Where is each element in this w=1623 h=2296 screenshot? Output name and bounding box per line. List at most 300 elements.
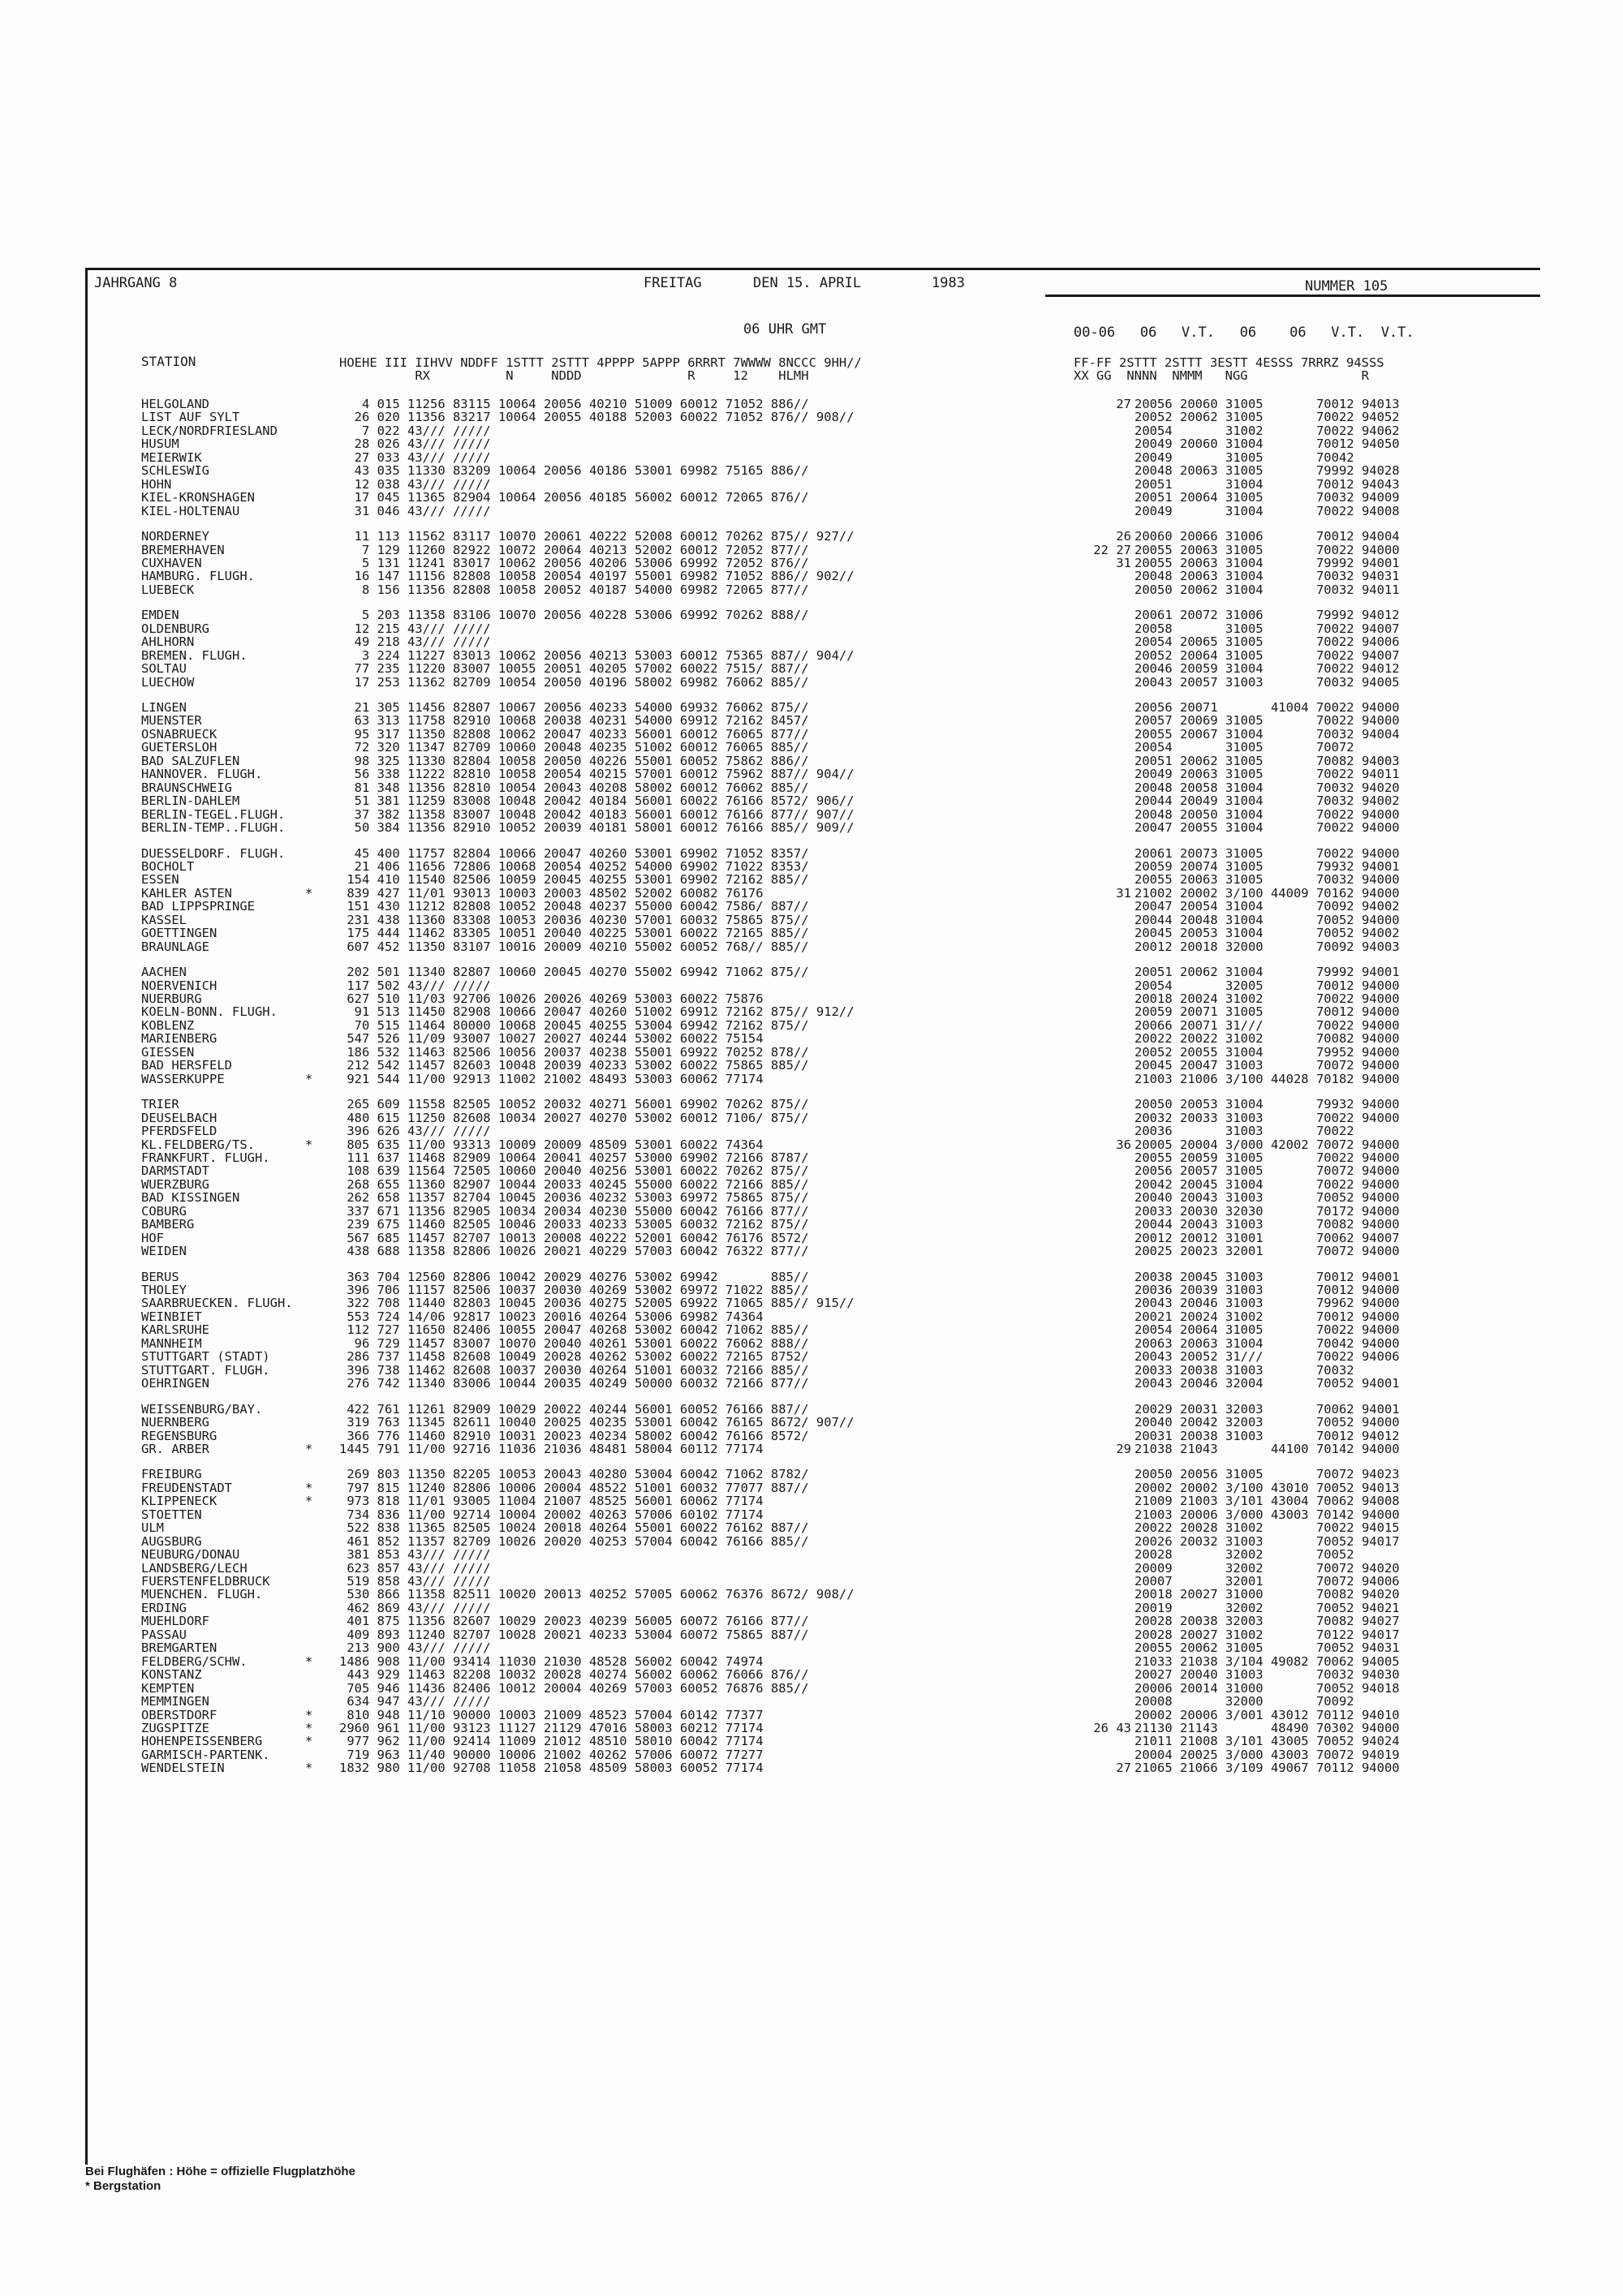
station-name: KARLSRUHE bbox=[141, 1322, 209, 1338]
station-row bbox=[88, 1032, 1540, 1045]
station-row bbox=[88, 583, 1540, 596]
synop-observation-codes: 112 727 11650 82406 10055 20047 40268 53002 60042 71062 885// bbox=[339, 1322, 809, 1338]
daily-summary-codes: 20025 20023 32001 70072 94000 bbox=[1134, 1244, 1400, 1259]
daily-summary-codes: 20043 20052 31/// 70022 94006 bbox=[1134, 1349, 1400, 1365]
daily-summary-codes: 20052 20064 31005 70022 94007 bbox=[1134, 647, 1400, 663]
daily-summary-codes: 20049 31004 70022 94008 bbox=[1134, 503, 1400, 518]
daily-summary-codes: 20032 20033 31003 70022 94000 bbox=[1134, 1110, 1400, 1125]
code-column-subheader: RX N NDDD R 12 HLMH bbox=[339, 368, 809, 383]
issue-number: NUMMER 105 bbox=[1305, 278, 1388, 295]
station-row bbox=[88, 1151, 1540, 1164]
synop-observation-codes: 2960 961 11/00 93123 11127 21129 47016 58003 60212 77174 bbox=[339, 1720, 764, 1735]
station-name: HAMBURG. FLUGH. bbox=[141, 569, 255, 584]
station-row bbox=[88, 1005, 1540, 1018]
daily-summary-codes: 20022 20028 31002 70022 94015 bbox=[1134, 1520, 1400, 1536]
daily-summary-codes: 20059 20071 31005 70012 94000 bbox=[1134, 1004, 1400, 1020]
station-name: GARMISCH-PARTENK. bbox=[141, 1747, 270, 1762]
synop-observation-codes: 186 532 11463 82506 10056 20037 40238 55001 69922 70252 878// bbox=[339, 1044, 809, 1060]
daily-summary-codes: 20045 20047 31003 70072 94000 bbox=[1134, 1058, 1400, 1073]
station-row bbox=[88, 1111, 1540, 1124]
gust-wind-codes: 26 43 bbox=[1093, 1720, 1131, 1735]
gust-wind-codes: 22 27 bbox=[1093, 542, 1131, 557]
synop-observation-codes: 111 637 11468 82909 10064 20041 40257 53000 69902 72166 8787/ bbox=[339, 1150, 809, 1165]
daily-summary-codes: 20050 20056 31005 70072 94023 bbox=[1134, 1467, 1400, 1482]
daily-summary-codes: 20049 20063 31005 70022 94011 bbox=[1134, 767, 1400, 782]
daily-summary-codes: 20043 20046 31003 79962 94000 bbox=[1134, 1296, 1400, 1311]
observation-time: 06 UHR GMT bbox=[743, 321, 827, 338]
station-row bbox=[88, 622, 1540, 635]
synop-observation-codes: 519 858 43/// ///// bbox=[339, 1574, 491, 1589]
station-name: PASSAU bbox=[141, 1627, 187, 1642]
station-name: MANNHEIM bbox=[141, 1335, 202, 1351]
footnote-airports: Bei Flughäfen : Höhe = offizielle Flugplatzhöhe bbox=[85, 2165, 355, 2178]
station-row bbox=[88, 1430, 1540, 1443]
station-name: SCHLESWIG bbox=[141, 463, 209, 479]
station-name: GUETERSLOH bbox=[141, 740, 217, 755]
daily-summary-codes: 20047 20054 31004 70092 94002 bbox=[1134, 899, 1400, 914]
gust-wind-codes: 27 bbox=[1116, 397, 1131, 411]
station-row bbox=[88, 1521, 1540, 1534]
station-row bbox=[88, 1232, 1540, 1245]
station-name: HUSUM bbox=[141, 436, 179, 452]
station-name: KONSTANZ bbox=[141, 1667, 202, 1683]
date-label: DEN 15. APRIL bbox=[753, 275, 862, 291]
station-row bbox=[88, 491, 1540, 504]
station-name: STUTTGART (STADT) bbox=[141, 1349, 270, 1365]
synop-observation-codes: 11 113 11562 83117 10070 20061 40222 52008 60012 70262 875// 927// bbox=[339, 529, 855, 544]
station-row bbox=[88, 464, 1540, 477]
synop-observation-codes: 28 026 43/// ///// bbox=[339, 436, 491, 452]
station-name: KASSEL bbox=[141, 912, 187, 927]
synop-observation-codes: 26 020 11356 83217 10064 20055 40188 52003 60022 71052 876// 908// bbox=[339, 410, 855, 425]
right-header-line3: XX GG NNNN NMMM NGG R bbox=[1074, 368, 1369, 383]
code-column-header: HOEHE III IIHVV NDDFF 1STTT 2STTT 4PPPP 5APPP 6RRRT 7WWWW 8NCCC 9HH// bbox=[339, 355, 862, 370]
synop-observation-codes: 202 501 11340 82807 10060 20045 40270 55002 69942 71062 875// bbox=[339, 965, 809, 980]
station-row bbox=[88, 1377, 1540, 1390]
station-row bbox=[88, 635, 1540, 648]
year-label: 1983 bbox=[932, 275, 965, 291]
station-column-header: STATION bbox=[141, 354, 196, 369]
station-name: BAD KISSINGEN bbox=[141, 1190, 240, 1206]
station-row bbox=[88, 1761, 1540, 1774]
station-row bbox=[88, 1350, 1540, 1363]
synop-observation-codes: 117 502 43/// ///// bbox=[339, 978, 491, 993]
synop-observation-codes: 443 929 11463 82208 10032 20028 40274 56002 60062 76066 876// bbox=[339, 1667, 809, 1683]
mountain-station-marker: * bbox=[305, 1494, 313, 1509]
station-row bbox=[88, 900, 1540, 913]
station-name: NUERNBERG bbox=[141, 1415, 209, 1430]
station-row bbox=[88, 1695, 1540, 1708]
synop-observation-codes: 366 776 11460 82910 10031 20023 40234 58002 60042 76166 8572/ bbox=[339, 1428, 809, 1443]
daily-summary-codes: 20012 20018 32000 70092 94003 bbox=[1134, 939, 1400, 954]
station-name: GR. ARBER bbox=[141, 1441, 209, 1456]
synop-observation-codes: 3 224 11227 83013 10062 20056 40213 53003 60012 75365 887// 904// bbox=[339, 647, 855, 663]
daily-summary-codes: 20008 32000 70092 bbox=[1134, 1694, 1354, 1709]
station-row bbox=[88, 1535, 1540, 1548]
daily-summary-codes: 20054 31002 70022 94062 bbox=[1134, 423, 1400, 438]
station-row bbox=[88, 1416, 1540, 1429]
station-name: CUXHAVEN bbox=[141, 555, 202, 570]
synop-observation-codes: 623 857 43/// ///// bbox=[339, 1560, 491, 1576]
synop-observation-codes: 5 131 11241 83017 10062 20056 40206 53006 69992 72052 876// bbox=[339, 555, 809, 570]
station-name: SOLTAU bbox=[141, 661, 187, 677]
synop-observation-codes: 56 338 11222 82810 10058 20054 40215 57001 60012 75962 887// 904// bbox=[339, 767, 855, 782]
synop-observation-codes: 409 893 11240 82707 10028 20021 40233 53004 60072 75865 887// bbox=[339, 1627, 809, 1642]
station-row bbox=[88, 1296, 1540, 1309]
synop-observation-codes: 98 325 11330 82804 10058 20050 40226 55001 60052 75862 886// bbox=[339, 753, 809, 768]
synop-observation-codes: 627 510 11/03 92706 10026 20026 40269 53003 60022 75876 bbox=[339, 991, 764, 1006]
daily-summary-codes: 20051 20062 31004 79992 94001 bbox=[1134, 965, 1400, 980]
station-name: AACHEN bbox=[141, 965, 187, 980]
daily-summary-codes: 21065 21066 3/109 49067 70112 94000 bbox=[1134, 1761, 1400, 1776]
station-row bbox=[88, 1019, 1540, 1032]
station-row bbox=[88, 1508, 1540, 1521]
synop-observation-codes: 921 544 11/00 92913 11002 21002 48493 53003 60062 77174 bbox=[339, 1071, 764, 1086]
synop-observation-codes: 530 866 11358 82511 10020 20013 40252 57005 60062 76376 8672/ 908// bbox=[339, 1587, 855, 1602]
station-row bbox=[88, 1588, 1540, 1601]
station-name: WUERZBURG bbox=[141, 1176, 209, 1192]
synop-observation-codes: 63 313 11758 82910 10068 20038 40231 54000 69912 72162 8457/ bbox=[339, 713, 809, 729]
station-row bbox=[88, 1310, 1540, 1323]
station-row bbox=[88, 1323, 1540, 1336]
synop-observation-codes: 43 035 11330 83209 10064 20056 40186 53001 69982 75165 886// bbox=[339, 463, 809, 479]
station-row bbox=[88, 1722, 1540, 1735]
station-name: BRAUNLAGE bbox=[141, 939, 209, 954]
station-name: FREUDENSTADT bbox=[141, 1480, 232, 1495]
station-name: NORDERNEY bbox=[141, 529, 209, 544]
gust-wind-codes: 31 bbox=[1116, 555, 1131, 570]
daily-summary-codes: 21003 21006 3/100 44028 70182 94000 bbox=[1134, 1071, 1400, 1086]
station-name: FREIBURG bbox=[141, 1467, 202, 1482]
station-row bbox=[88, 821, 1540, 834]
station-name: KLIPPENECK bbox=[141, 1494, 217, 1509]
station-name: NOERVENICH bbox=[141, 978, 217, 993]
station-name: NUERBURG bbox=[141, 991, 202, 1006]
station-name: WASSERKUPPE bbox=[141, 1071, 225, 1086]
station-row bbox=[88, 1138, 1540, 1151]
station-name: KIEL-KRONSHAGEN bbox=[141, 490, 255, 505]
synop-observation-codes: 1445 791 11/00 92716 11036 21036 48481 58004 60112 77174 bbox=[339, 1441, 764, 1456]
daily-summary-codes: 20051 20064 31005 70032 94009 bbox=[1134, 490, 1400, 505]
station-row bbox=[88, 530, 1540, 543]
synop-observation-codes: 37 382 11358 83007 10048 20042 40183 56001 60012 76166 877// 907// bbox=[339, 806, 855, 822]
station-name: KOBLENZ bbox=[141, 1017, 195, 1033]
mountain-station-marker: * bbox=[305, 1734, 313, 1749]
station-name: TRIER bbox=[141, 1097, 179, 1112]
daily-summary-codes: 20006 20014 31000 70052 94018 bbox=[1134, 1680, 1400, 1696]
station-row bbox=[88, 570, 1540, 583]
synop-observation-codes: 322 708 11440 82803 10045 20036 40275 52005 69922 71065 885// 915// bbox=[339, 1296, 855, 1311]
daily-summary-codes: 20050 20062 31004 70032 94011 bbox=[1134, 582, 1400, 597]
station-row bbox=[88, 1668, 1540, 1681]
station-name: DUESSELDORF. FLUGH. bbox=[141, 845, 286, 861]
mountain-station-marker: * bbox=[305, 1071, 313, 1086]
mountain-station-marker: * bbox=[305, 1441, 313, 1456]
station-row bbox=[88, 1494, 1540, 1507]
daily-summary-codes: 20059 20074 31005 79932 94001 bbox=[1134, 858, 1400, 874]
synop-observation-codes: 480 615 11250 82608 10034 20027 40270 53002 60012 7106/ 875// bbox=[339, 1110, 809, 1125]
daily-summary-codes: 20055 20067 31004 70032 94004 bbox=[1134, 726, 1400, 742]
synop-observation-codes: 51 381 11259 83008 10048 20042 40184 56001 60022 76166 8572/ 906// bbox=[339, 793, 855, 809]
station-row bbox=[88, 860, 1540, 873]
daily-summary-codes: 20049 31005 70042 bbox=[1134, 449, 1354, 465]
station-name: WENDELSTEIN bbox=[141, 1761, 225, 1776]
station-name: LUECHOW bbox=[141, 674, 195, 690]
station-row bbox=[88, 887, 1540, 900]
daily-summary-codes: 20056 20057 31005 70072 94000 bbox=[1134, 1163, 1400, 1179]
station-name: KAHLER ASTEN bbox=[141, 885, 232, 901]
station-name: BREMERHAVEN bbox=[141, 542, 225, 557]
station-row bbox=[88, 965, 1540, 978]
jahrgang-label: JAHRGANG 8 bbox=[94, 275, 178, 291]
station-row bbox=[88, 557, 1540, 570]
synop-observation-codes: 269 803 11350 82205 10053 20043 40280 53004 60042 71062 8782/ bbox=[339, 1467, 809, 1482]
daily-summary-codes: 20054 31005 70072 bbox=[1134, 740, 1354, 755]
gust-wind-codes: 26 bbox=[1116, 529, 1131, 544]
station-row bbox=[88, 1602, 1540, 1615]
station-row bbox=[88, 505, 1540, 518]
station-row bbox=[88, 1682, 1540, 1695]
station-row bbox=[88, 608, 1540, 621]
station-row bbox=[88, 1575, 1540, 1588]
daily-summary-codes: 20021 20024 31002 70012 94000 bbox=[1134, 1309, 1400, 1324]
station-name: ZUGSPITZE bbox=[141, 1720, 209, 1735]
daily-summary-codes: 20027 20040 31003 70032 94030 bbox=[1134, 1667, 1400, 1683]
station-row bbox=[88, 1443, 1540, 1455]
daily-summary-codes: 20022 20022 31002 70082 94000 bbox=[1134, 1031, 1400, 1047]
station-name: GOETTINGEN bbox=[141, 926, 217, 941]
synop-observation-codes: 27 033 43/// ///// bbox=[339, 449, 491, 465]
station-name: STUTTGART. FLUGH. bbox=[141, 1362, 270, 1378]
synop-observation-codes: 70 515 11464 80000 10068 20045 40255 53004 69942 72162 875// bbox=[339, 1017, 809, 1033]
station-row bbox=[88, 1615, 1540, 1627]
daily-summary-codes: 20052 20055 31004 79952 94000 bbox=[1134, 1044, 1400, 1060]
daily-summary-codes: 20055 20063 31004 79992 94001 bbox=[1134, 555, 1400, 570]
station-row bbox=[88, 873, 1540, 886]
daily-summary-codes: 20002 20006 3/001 43012 70112 94010 bbox=[1134, 1707, 1400, 1722]
synop-observation-codes: 17 045 11365 82904 10064 20056 40185 56002 60012 72065 876// bbox=[339, 490, 809, 505]
daily-summary-codes: 20004 20025 3/000 43003 70072 94019 bbox=[1134, 1747, 1400, 1762]
station-name: ESSEN bbox=[141, 872, 179, 888]
daily-summary-codes: 20047 20055 31004 70022 94000 bbox=[1134, 820, 1400, 836]
synop-observation-codes: 49 218 43/// ///// bbox=[339, 634, 491, 650]
station-name: ULM bbox=[141, 1520, 164, 1536]
daily-summary-codes: 20061 20072 31006 79992 94012 bbox=[1134, 608, 1400, 623]
station-row bbox=[88, 1283, 1540, 1296]
station-row bbox=[88, 424, 1540, 437]
station-name: THOLEY bbox=[141, 1283, 187, 1297]
station-name: MUEHLDORF bbox=[141, 1614, 209, 1629]
station-name: AUGSBURG bbox=[141, 1533, 202, 1549]
station-row bbox=[88, 1271, 1540, 1283]
daily-summary-codes: 20002 20002 3/100 43010 70052 94013 bbox=[1134, 1480, 1400, 1495]
station-name: MEIERWIK bbox=[141, 449, 202, 465]
station-row bbox=[88, 781, 1540, 794]
daily-summary-codes: 20054 20064 31005 70022 94000 bbox=[1134, 1322, 1400, 1338]
daily-summary-codes: 20040 20043 31003 70052 94000 bbox=[1134, 1190, 1400, 1206]
mountain-station-marker: * bbox=[305, 885, 313, 901]
station-name: MUENSTER bbox=[141, 713, 202, 729]
station-row bbox=[88, 1403, 1540, 1416]
station-name: GIESSEN bbox=[141, 1044, 195, 1060]
station-row bbox=[88, 1641, 1540, 1654]
synop-observation-codes: 4 015 11256 83115 10064 20056 40210 51009 60012 71052 886// bbox=[339, 397, 809, 411]
synop-observation-codes: 396 706 11157 82506 10037 20030 40269 53002 69972 71022 885// bbox=[339, 1283, 809, 1297]
synop-observation-codes: 154 410 11540 82506 10059 20045 40255 53001 69902 72162 885// bbox=[339, 872, 809, 888]
synop-observation-codes: 522 838 11365 82505 10024 20018 40264 55001 60022 76162 887// bbox=[339, 1520, 809, 1536]
station-row bbox=[88, 411, 1540, 424]
synop-observation-codes: 5 203 11358 83106 10070 20056 40228 53006 69992 70262 888// bbox=[339, 608, 809, 623]
synop-observation-codes: 95 317 11350 82808 10062 20047 40233 56001 60012 76065 877// bbox=[339, 726, 809, 742]
station-row bbox=[88, 714, 1540, 727]
station-row bbox=[88, 755, 1540, 767]
gust-wind-codes: 27 bbox=[1116, 1761, 1131, 1776]
mountain-station-marker: * bbox=[305, 1707, 313, 1722]
synop-observation-codes: 396 626 43/// ///// bbox=[339, 1124, 491, 1139]
daily-summary-codes: 20033 20030 32030 70172 94000 bbox=[1134, 1203, 1400, 1219]
station-name: OBERSTDORF bbox=[141, 1707, 217, 1722]
synop-observation-codes: 567 685 11457 82707 10013 20008 40222 52001 60042 76176 8572/ bbox=[339, 1230, 809, 1245]
station-name: BERLIN-TEMP..FLUGH. bbox=[141, 820, 286, 836]
daily-summary-codes: 21009 21003 3/101 43004 70062 94008 bbox=[1134, 1494, 1400, 1509]
station-row bbox=[88, 979, 1540, 992]
synop-observation-codes: 12 038 43/// ///// bbox=[339, 476, 491, 492]
synop-observation-codes: 337 671 11356 82905 10034 20034 40230 55000 60042 76166 877// bbox=[339, 1203, 809, 1219]
station-row bbox=[88, 847, 1540, 860]
station-name: LUEBECK bbox=[141, 582, 195, 597]
station-row bbox=[88, 544, 1540, 557]
station-name: BRAUNSCHWEIG bbox=[141, 780, 232, 795]
station-row bbox=[88, 451, 1540, 464]
daily-summary-codes: 20026 20032 31003 70052 94017 bbox=[1134, 1533, 1400, 1549]
synop-observation-codes: 7 129 11260 82922 10072 20064 40213 52002 60012 72052 877// bbox=[339, 542, 809, 557]
synop-observation-codes: 91 513 11450 82908 10066 20047 40260 51002 69912 72162 875// 912// bbox=[339, 1004, 855, 1020]
station-row bbox=[88, 1164, 1540, 1177]
header-rule bbox=[1045, 295, 1540, 297]
daily-summary-codes: 20055 20062 31005 70052 94031 bbox=[1134, 1640, 1400, 1656]
daily-summary-codes: 20033 20038 31003 70032 bbox=[1134, 1362, 1354, 1378]
synop-observation-codes: 401 875 11356 82607 10029 20023 40239 56005 60072 76166 877// bbox=[339, 1614, 809, 1629]
synop-observation-codes: 719 963 11/40 90000 10006 21002 40262 57006 60072 77277 bbox=[339, 1747, 764, 1762]
station-row bbox=[88, 1205, 1540, 1218]
daily-summary-codes: 20060 20066 31006 70012 94004 bbox=[1134, 529, 1400, 544]
daily-summary-codes: 20063 20063 31004 70042 94000 bbox=[1134, 1335, 1400, 1351]
synop-observation-codes: 16 147 11156 82808 10058 20054 40197 55001 69982 71052 886// 902// bbox=[339, 569, 855, 584]
station-name: OLDENBURG bbox=[141, 621, 209, 636]
station-row bbox=[88, 1245, 1540, 1258]
synop-observation-codes: 422 761 11261 82909 10029 20022 40244 56001 60052 76166 887// bbox=[339, 1401, 809, 1417]
station-row bbox=[88, 1073, 1540, 1086]
synop-observation-codes: 239 675 11460 82505 10046 20033 40233 53005 60032 72162 875// bbox=[339, 1217, 809, 1232]
station-row bbox=[88, 1628, 1540, 1641]
daily-summary-codes: 20036 31003 70022 bbox=[1134, 1124, 1354, 1139]
daily-summary-codes: 20042 20045 31004 70022 94000 bbox=[1134, 1176, 1400, 1192]
synop-observation-codes: 547 526 11/09 93007 10027 20027 40244 53002 60022 75154 bbox=[339, 1031, 764, 1047]
synop-observation-codes: 7 022 43/// ///// bbox=[339, 423, 491, 438]
station-row bbox=[88, 649, 1540, 662]
daily-summary-codes: 20005 20004 3/000 42002 70072 94000 bbox=[1134, 1137, 1400, 1152]
station-row bbox=[88, 398, 1540, 411]
station-name: LECK/NORDFRIESLAND bbox=[141, 423, 278, 438]
daily-summary-codes: 20048 20058 31004 70032 94020 bbox=[1134, 780, 1400, 795]
station-name: PFERDSFELD bbox=[141, 1124, 217, 1139]
weather-report-sheet bbox=[85, 268, 1540, 2165]
synop-observation-codes: 231 438 11360 83308 10053 20036 40230 57001 60032 75865 875// bbox=[339, 912, 809, 927]
station-row bbox=[88, 1178, 1540, 1191]
synop-observation-codes: 319 763 11345 82611 10040 20025 40235 53001 60042 76165 8672/ 907// bbox=[339, 1415, 855, 1430]
daily-summary-codes: 20029 20031 32003 70062 94001 bbox=[1134, 1401, 1400, 1417]
station-name: REGENSBURG bbox=[141, 1428, 217, 1443]
synop-observation-codes: 21 305 11456 82807 10067 20056 40233 54000 69932 76062 875// bbox=[339, 700, 809, 715]
station-name: MARIENBERG bbox=[141, 1031, 217, 1047]
station-name: HOHENPEISSENBERG bbox=[141, 1734, 263, 1749]
daily-summary-codes: 20061 20073 31005 70022 94000 bbox=[1134, 845, 1400, 861]
station-name: DARMSTADT bbox=[141, 1163, 209, 1179]
station-name: BERLIN-DAHLEM bbox=[141, 793, 240, 809]
station-name: KEMPTEN bbox=[141, 1680, 195, 1696]
mountain-station-marker: * bbox=[305, 1761, 313, 1776]
daily-summary-codes: 20056 20071 41004 70022 94000 bbox=[1134, 700, 1400, 715]
synop-observation-codes: 31 046 43/// ///// bbox=[339, 503, 491, 518]
station-name: COBURG bbox=[141, 1203, 187, 1219]
synop-observation-codes: 151 430 11212 82808 10052 20048 40237 55000 60042 7586/ 887// bbox=[339, 899, 809, 914]
station-row bbox=[88, 1735, 1540, 1748]
daily-summary-codes: 20007 32001 70072 94006 bbox=[1134, 1574, 1400, 1589]
mountain-station-marker: * bbox=[305, 1480, 313, 1495]
synop-observation-codes: 17 253 11362 82709 10054 20050 40196 58002 69982 76062 885// bbox=[339, 674, 809, 690]
synop-observation-codes: 21 406 11656 72806 10068 20054 40252 54000 69902 71022 8353/ bbox=[339, 858, 809, 874]
station-name: HANNOVER. FLUGH. bbox=[141, 767, 263, 782]
synop-observation-codes: 438 688 11358 82806 10026 20021 40229 57003 60042 76322 877// bbox=[339, 1244, 809, 1259]
daily-summary-codes: 20043 20057 31003 70032 94005 bbox=[1134, 674, 1400, 690]
station-name: BERUS bbox=[141, 1269, 179, 1284]
station-row bbox=[88, 1059, 1540, 1072]
station-row bbox=[88, 794, 1540, 807]
station-name: FRANKFURT. FLUGH. bbox=[141, 1150, 270, 1165]
daily-summary-codes: 20018 20024 31002 70022 94000 bbox=[1134, 991, 1400, 1006]
synop-observation-codes: 396 738 11462 82608 10037 20030 40264 51001 60032 72166 885// bbox=[339, 1362, 809, 1378]
synop-observation-codes: 461 852 11357 82709 10026 20020 40253 57004 60042 76166 885// bbox=[339, 1533, 809, 1549]
daily-summary-codes: 20050 20053 31004 79932 94000 bbox=[1134, 1097, 1400, 1112]
synop-observation-codes: 262 658 11357 82704 10045 20036 40232 53003 69972 75865 875// bbox=[339, 1190, 809, 1206]
station-name: OSNABRUECK bbox=[141, 726, 217, 742]
station-name: WEISSENBURG/BAY. bbox=[141, 1401, 263, 1417]
daily-summary-codes: 20049 20060 31004 70012 94050 bbox=[1134, 436, 1400, 452]
synop-observation-codes: 977 962 11/00 92414 11009 21012 48510 58010 60042 77174 bbox=[339, 1734, 764, 1749]
station-row bbox=[88, 741, 1540, 754]
station-row bbox=[88, 1046, 1540, 1059]
daily-summary-codes: 21002 20002 3/100 44009 70162 94000 bbox=[1134, 885, 1400, 901]
synop-observation-codes: 286 737 11458 82608 10049 20028 40262 53002 60022 72165 8752/ bbox=[339, 1349, 809, 1365]
synop-observation-codes: 276 742 11340 83006 10044 20035 40249 50000 60032 72166 877// bbox=[339, 1376, 809, 1391]
station-row bbox=[88, 1748, 1540, 1761]
synop-observation-codes: 705 946 11436 82406 10012 20004 40269 57003 60052 76876 885// bbox=[339, 1680, 809, 1696]
station-row bbox=[88, 1364, 1540, 1377]
station-row bbox=[88, 1548, 1540, 1561]
station-name: KIEL-HOLTENAU bbox=[141, 503, 240, 518]
daily-summary-codes: 20044 20049 31004 70032 94002 bbox=[1134, 793, 1400, 809]
synop-observation-codes: 265 609 11558 82505 10052 20032 40271 56001 69902 70262 875// bbox=[339, 1097, 809, 1112]
gust-wind-codes: 36 bbox=[1116, 1137, 1131, 1152]
station-name: EMDEN bbox=[141, 608, 179, 623]
daily-summary-codes: 20031 20038 31003 70012 94012 bbox=[1134, 1428, 1400, 1443]
station-row bbox=[88, 940, 1540, 953]
daily-summary-codes: 20051 20062 31005 70082 94003 bbox=[1134, 753, 1400, 768]
daily-summary-codes: 20052 20062 31005 70022 94052 bbox=[1134, 410, 1400, 425]
station-name: KOELN-BONN. FLUGH. bbox=[141, 1004, 278, 1020]
daily-summary-codes: 21011 21008 3/101 43005 70052 94024 bbox=[1134, 1734, 1400, 1749]
station-name: MEMMINGEN bbox=[141, 1694, 209, 1709]
